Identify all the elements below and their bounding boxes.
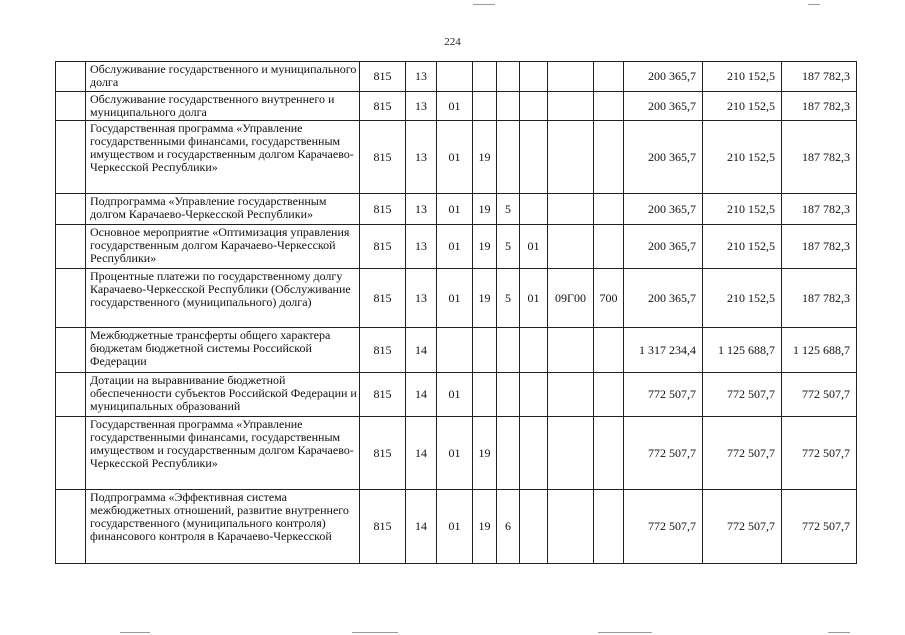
- index-cell: [56, 121, 86, 194]
- description-cell: Обслуживание государственного и муниципального долга: [86, 62, 360, 92]
- amount-year2-cell: 772 507,7: [703, 490, 782, 564]
- target-program-cell: [473, 92, 497, 121]
- table-row: [56, 225, 857, 269]
- table-row: [56, 490, 857, 564]
- amount-year1-cell: 200 365,7: [624, 194, 703, 225]
- subsection-cell: 01: [437, 373, 473, 417]
- section-cell: 13: [406, 62, 437, 92]
- target-direction-cell: [548, 121, 594, 194]
- section-cell: 13: [406, 269, 437, 328]
- section-cell: 14: [406, 417, 437, 490]
- section-cell: 14: [406, 373, 437, 417]
- target-event-cell: 01: [520, 269, 548, 328]
- target-subprogram-cell: [497, 373, 520, 417]
- amount-year1-cell: 200 365,7: [624, 121, 703, 194]
- amount-year1-cell: 200 365,7: [624, 92, 703, 121]
- target-subprogram-cell: [497, 62, 520, 92]
- amount-year3-cell: 772 507,7: [782, 373, 857, 417]
- ved-cell: 815: [360, 92, 406, 121]
- section-cell: 14: [406, 490, 437, 564]
- expense-type-cell: [594, 373, 624, 417]
- target-program-cell: 19: [473, 269, 497, 328]
- ved-cell: 815: [360, 328, 406, 373]
- amount-year2-cell: 210 152,5: [703, 269, 782, 328]
- amount-year2-cell: 210 152,5: [703, 225, 782, 269]
- amount-year1-cell: 200 365,7: [624, 225, 703, 269]
- target-direction-cell: [548, 490, 594, 564]
- target-subprogram-cell: 6: [497, 490, 520, 564]
- ved-cell: 815: [360, 194, 406, 225]
- table-row: [56, 121, 857, 194]
- ved-cell: 815: [360, 225, 406, 269]
- index-cell: [56, 269, 86, 328]
- subsection-cell: 01: [437, 417, 473, 490]
- expense-type-cell: [594, 225, 624, 269]
- amount-year3-cell: 187 782,3: [782, 121, 857, 194]
- subsection-cell: 01: [437, 269, 473, 328]
- index-cell: [56, 225, 86, 269]
- description-cell: Основное мероприятие «Оптимизация управления государственным долгом Карачаево-Черкесской Республики»: [86, 225, 360, 269]
- description-cell: Государственная программа «Управление государственными финансами, государственным имуществом и государственным долгом Карачаево-Черкесской Республики»: [86, 121, 360, 194]
- target-subprogram-cell: 5: [497, 225, 520, 269]
- target-event-cell: 01: [520, 225, 548, 269]
- amount-year2-cell: 1 125 688,7: [703, 328, 782, 373]
- amount-year3-cell: 187 782,3: [782, 269, 857, 328]
- table-row: [56, 92, 857, 121]
- scan-artifact: [598, 632, 652, 633]
- expense-type-cell: [594, 62, 624, 92]
- section-cell: 14: [406, 328, 437, 373]
- amount-year3-cell: 772 507,7: [782, 490, 857, 564]
- target-subprogram-cell: 5: [497, 194, 520, 225]
- target-direction-cell: [548, 417, 594, 490]
- amount-year1-cell: 772 507,7: [624, 417, 703, 490]
- description-cell: Государственная программа «Управление государственными финансами, государственным имуществом и государственным долгом Карачаево-Черкесской Республики»: [86, 417, 360, 490]
- amount-year2-cell: 210 152,5: [703, 62, 782, 92]
- ved-cell: 815: [360, 62, 406, 92]
- table-row: [56, 373, 857, 417]
- amount-year1-cell: 1 317 234,4: [624, 328, 703, 373]
- index-cell: [56, 490, 86, 564]
- target-direction-cell: [548, 92, 594, 121]
- scan-artifact: [352, 632, 398, 633]
- page-number: 224: [444, 36, 461, 48]
- target-program-cell: [473, 373, 497, 417]
- target-direction-cell: [548, 373, 594, 417]
- expense-type-cell: [594, 417, 624, 490]
- table-row: [56, 194, 857, 225]
- index-cell: [56, 92, 86, 121]
- expense-type-cell: [594, 92, 624, 121]
- amount-year3-cell: 187 782,3: [782, 225, 857, 269]
- target-event-cell: [520, 62, 548, 92]
- amount-year2-cell: 210 152,5: [703, 121, 782, 194]
- amount-year3-cell: 1 125 688,7: [782, 328, 857, 373]
- section-cell: 13: [406, 225, 437, 269]
- subsection-cell: 01: [437, 225, 473, 269]
- amount-year1-cell: 772 507,7: [624, 490, 703, 564]
- expense-type-cell: 700: [594, 269, 624, 328]
- target-event-cell: [520, 194, 548, 225]
- target-direction-cell: 09Г00: [548, 269, 594, 328]
- amount-year3-cell: 187 782,3: [782, 194, 857, 225]
- index-cell: [56, 328, 86, 373]
- ved-cell: 815: [360, 417, 406, 490]
- table-row: [56, 62, 857, 92]
- table-body: [56, 62, 857, 564]
- target-subprogram-cell: [497, 121, 520, 194]
- subsection-cell: 01: [437, 121, 473, 194]
- subsection-cell: 01: [437, 490, 473, 564]
- target-program-cell: [473, 328, 497, 373]
- target-direction-cell: [548, 194, 594, 225]
- target-subprogram-cell: [497, 92, 520, 121]
- budget-table: [55, 61, 857, 564]
- target-program-cell: 19: [473, 490, 497, 564]
- section-cell: 13: [406, 92, 437, 121]
- target-program-cell: 19: [473, 225, 497, 269]
- description-cell: Межбюджетные трансферты общего характера бюджетам бюджетной системы Российской Федерации: [86, 328, 360, 373]
- amount-year1-cell: 772 507,7: [624, 373, 703, 417]
- description-cell: Подпрограмма «Управление государственным долгом Карачаево-Черкесской Республики»: [86, 194, 360, 225]
- subsection-cell: 01: [437, 194, 473, 225]
- amount-year1-cell: 200 365,7: [624, 62, 703, 92]
- table-row: [56, 269, 857, 328]
- ved-cell: 815: [360, 490, 406, 564]
- target-program-cell: 19: [473, 194, 497, 225]
- subsection-cell: [437, 328, 473, 373]
- amount-year3-cell: 772 507,7: [782, 417, 857, 490]
- description-cell: Процентные платежи по государственному долгу Карачаево-Черкесской Республики (Обслуживание государственного (муниципального) долга): [86, 269, 360, 328]
- amount-year2-cell: 772 507,7: [703, 417, 782, 490]
- target-event-cell: [520, 373, 548, 417]
- expense-type-cell: [594, 490, 624, 564]
- amount-year2-cell: 772 507,7: [703, 373, 782, 417]
- index-cell: [56, 194, 86, 225]
- scan-artifact: [828, 632, 850, 633]
- amount-year3-cell: 187 782,3: [782, 92, 857, 121]
- ved-cell: 815: [360, 373, 406, 417]
- index-cell: [56, 62, 86, 92]
- scan-artifact: [120, 632, 150, 633]
- target-program-cell: [473, 62, 497, 92]
- index-cell: [56, 417, 86, 490]
- ved-cell: 815: [360, 121, 406, 194]
- target-event-cell: [520, 417, 548, 490]
- target-event-cell: [520, 121, 548, 194]
- subsection-cell: 01: [437, 92, 473, 121]
- description-cell: Подпрограмма «Эффективная система межбюджетных отношений, развитие внутреннего государственного (муниципального контроля) финансового контроля в Карачаево-Черкесской: [86, 490, 360, 564]
- amount-year3-cell: 187 782,3: [782, 62, 857, 92]
- target-program-cell: 19: [473, 417, 497, 490]
- table-row: [56, 328, 857, 373]
- scan-artifact: [808, 4, 820, 5]
- section-cell: 13: [406, 194, 437, 225]
- target-subprogram-cell: 5: [497, 269, 520, 328]
- section-cell: 13: [406, 121, 437, 194]
- expense-type-cell: [594, 121, 624, 194]
- description-cell: Обслуживание государственного внутреннего и муниципального долга: [86, 92, 360, 121]
- target-direction-cell: [548, 328, 594, 373]
- target-event-cell: [520, 92, 548, 121]
- target-program-cell: 19: [473, 121, 497, 194]
- expense-type-cell: [594, 328, 624, 373]
- target-event-cell: [520, 328, 548, 373]
- amount-year2-cell: 210 152,5: [703, 92, 782, 121]
- amount-year1-cell: 200 365,7: [624, 269, 703, 328]
- index-cell: [56, 373, 86, 417]
- expense-type-cell: [594, 194, 624, 225]
- target-direction-cell: [548, 225, 594, 269]
- target-subprogram-cell: [497, 328, 520, 373]
- description-cell: Дотации на выравнивание бюджетной обеспеченности субъектов Российской Федерации и муниципальных образований: [86, 373, 360, 417]
- ved-cell: 815: [360, 269, 406, 328]
- scan-artifact: [473, 4, 495, 5]
- target-subprogram-cell: [497, 417, 520, 490]
- target-event-cell: [520, 490, 548, 564]
- table-row: [56, 417, 857, 490]
- amount-year2-cell: 210 152,5: [703, 194, 782, 225]
- subsection-cell: [437, 62, 473, 92]
- target-direction-cell: [548, 62, 594, 92]
